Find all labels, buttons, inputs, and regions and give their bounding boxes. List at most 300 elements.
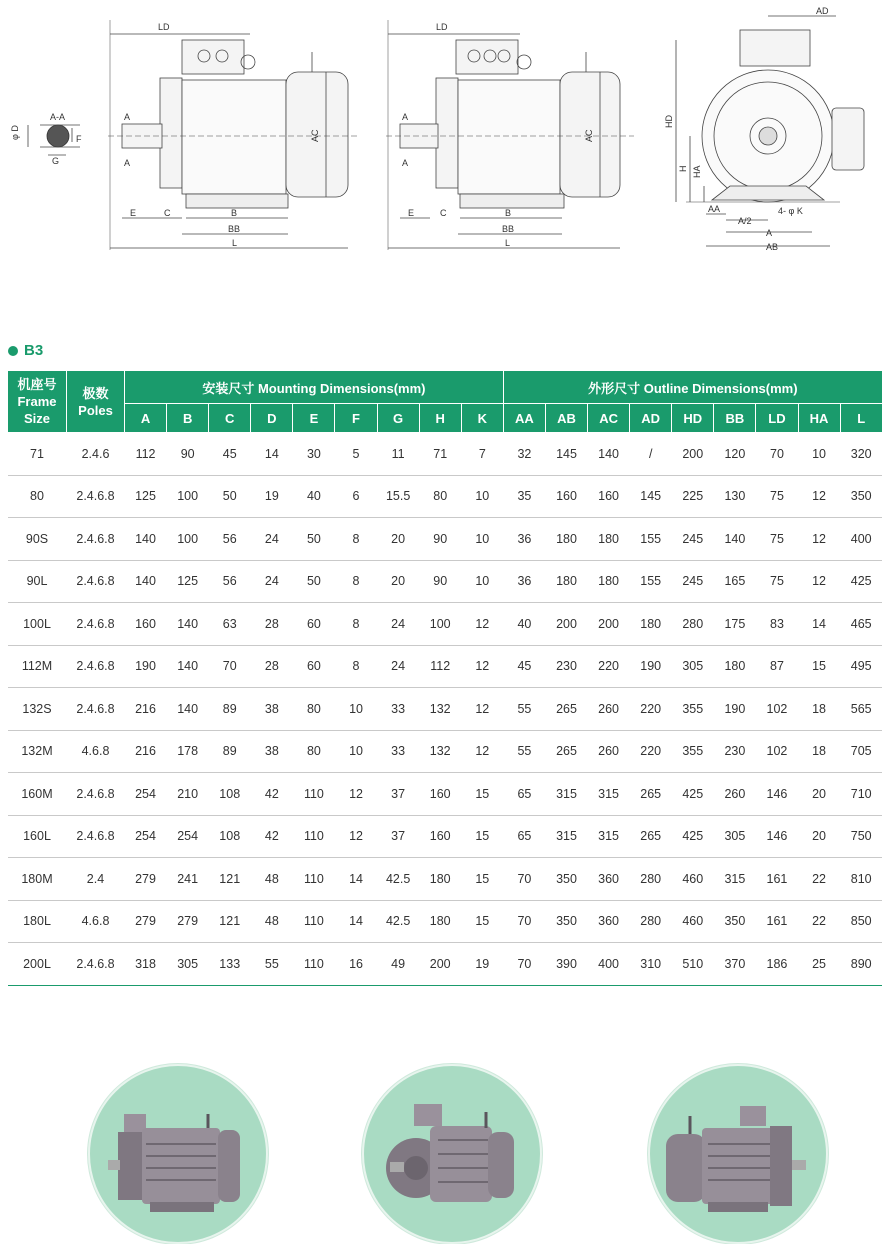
dimension-cell: 160 <box>419 773 461 816</box>
frame-size-cell: 180L <box>8 900 67 943</box>
poles-cell: 2.4.6.8 <box>67 603 125 646</box>
dimension-cell: 19 <box>461 943 503 986</box>
col-header-bb: BB <box>714 404 756 433</box>
dimension-cell: 10 <box>798 433 840 476</box>
poles-cell: 2.4.6.8 <box>67 475 125 518</box>
dimension-cell: 186 <box>756 943 798 986</box>
dimension-cell: 315 <box>545 773 587 816</box>
col-header-l: L <box>840 404 882 433</box>
end-label-ab: AB <box>766 242 779 252</box>
dimension-cell: 60 <box>293 603 335 646</box>
dimension-cell: 160 <box>588 475 630 518</box>
dimension-cell: 265 <box>545 688 587 731</box>
dimension-cell: 160 <box>419 815 461 858</box>
dimension-cell: 750 <box>840 815 882 858</box>
dimension-cell: 245 <box>672 560 714 603</box>
table-row <box>8 688 883 731</box>
dimension-cell: 25 <box>798 943 840 986</box>
dimension-cell: 90 <box>419 518 461 561</box>
table-header-row-1 <box>8 371 883 404</box>
dimension-cell: 140 <box>167 645 209 688</box>
motor-illustration <box>650 1066 826 1242</box>
dimension-cell: 190 <box>714 688 756 731</box>
dimension-cell: 108 <box>209 773 251 816</box>
dimension-cell: 12 <box>461 603 503 646</box>
poles-cell: 2.4.6.8 <box>67 518 125 561</box>
dimension-cell: 48 <box>251 858 293 901</box>
dimension-cell: 315 <box>588 815 630 858</box>
poles-cell: 2.4 <box>67 858 125 901</box>
dimension-cell: 155 <box>630 560 672 603</box>
dimension-cell: 102 <box>756 688 798 731</box>
v1-label-l: L <box>232 238 238 248</box>
v2-label-e: E <box>408 208 415 218</box>
dimension-cell: 155 <box>630 518 672 561</box>
v1-label-c: C <box>164 208 171 218</box>
v2-label-b: B <box>505 208 512 218</box>
dimension-cell: 108 <box>209 815 251 858</box>
dimension-cell: 50 <box>293 560 335 603</box>
poles-cell: 4.6.8 <box>67 900 125 943</box>
dimension-cell: / <box>630 433 672 476</box>
dimension-cell: 495 <box>840 645 882 688</box>
poles-cell: 2.4.6.8 <box>67 688 125 731</box>
dimension-cell: 89 <box>209 688 251 731</box>
dimension-cell: 216 <box>125 688 167 731</box>
dimension-cell: 190 <box>630 645 672 688</box>
dimension-cell: 132 <box>419 688 461 731</box>
dimension-cell: 75 <box>756 560 798 603</box>
dimension-cell: 180 <box>419 900 461 943</box>
end-label-aa: AA <box>708 204 721 214</box>
technical-drawings <box>0 0 890 270</box>
dimension-cell: 305 <box>714 815 756 858</box>
dimension-cell: 160 <box>545 475 587 518</box>
poles-cell: 2.4.6.8 <box>67 645 125 688</box>
dimension-cell: 125 <box>167 560 209 603</box>
col-header-g: G <box>377 404 419 433</box>
dimension-cell: 36 <box>503 560 545 603</box>
dimension-cell: 425 <box>840 560 882 603</box>
table-body <box>8 433 883 986</box>
dimension-cell: 355 <box>672 688 714 731</box>
table-header-row-2 <box>8 404 883 433</box>
dimension-cell: 140 <box>588 433 630 476</box>
dimension-cell: 60 <box>293 645 335 688</box>
section-heading <box>8 342 43 359</box>
dimension-cell: 310 <box>630 943 672 986</box>
dimension-cell: 120 <box>714 433 756 476</box>
header-frame-size: 机座号 Frame Size <box>8 371 67 433</box>
frame-size-cell: 180M <box>8 858 67 901</box>
dimension-cell: 20 <box>798 773 840 816</box>
table-row <box>8 475 883 518</box>
poles-cell: 2.4.6.8 <box>67 943 125 986</box>
end-label-ad: AD <box>816 6 829 16</box>
dimension-cell: 400 <box>588 943 630 986</box>
dimension-cell: 190 <box>125 645 167 688</box>
dimension-cell: 100 <box>167 475 209 518</box>
dimension-cell: 18 <box>798 688 840 731</box>
dimension-cell: 15 <box>461 858 503 901</box>
dimension-cell: 460 <box>672 858 714 901</box>
dimension-cell: 140 <box>125 518 167 561</box>
col-header-b: B <box>167 404 209 433</box>
v1-label-ld: LD <box>158 22 170 32</box>
dimension-cell: 10 <box>335 688 377 731</box>
dimension-cell: 7 <box>461 433 503 476</box>
col-header-ld: LD <box>756 404 798 433</box>
dimension-cell: 280 <box>630 900 672 943</box>
dimension-cell: 178 <box>167 730 209 773</box>
dimension-cell: 360 <box>588 900 630 943</box>
dimension-cell: 6 <box>335 475 377 518</box>
dimension-cell: 50 <box>209 475 251 518</box>
dimension-cell: 87 <box>756 645 798 688</box>
col-header-e: E <box>293 404 335 433</box>
dimension-cell: 20 <box>377 560 419 603</box>
frame-size-cell: 71 <box>8 433 67 476</box>
dimension-cell: 180 <box>714 645 756 688</box>
v2-label-bb: BB <box>502 224 515 234</box>
v1-label-ac: AC <box>310 129 320 142</box>
v2-label-ac: AC <box>584 129 594 142</box>
v1-label-bb: BB <box>228 224 241 234</box>
dimension-cell: 260 <box>714 773 756 816</box>
dimension-cell: 315 <box>714 858 756 901</box>
dimension-cell: 180 <box>630 603 672 646</box>
table-row <box>8 815 883 858</box>
dimension-cell: 42.5 <box>377 858 419 901</box>
dimension-cell: 245 <box>672 518 714 561</box>
dimension-cell: 33 <box>377 688 419 731</box>
dimension-cell: 460 <box>672 900 714 943</box>
dimension-cell: 14 <box>798 603 840 646</box>
table-row <box>8 560 883 603</box>
dimension-cell: 42 <box>251 815 293 858</box>
dimension-cell: 65 <box>503 773 545 816</box>
dimension-cell: 315 <box>545 815 587 858</box>
end-label-hd: HD <box>664 115 674 128</box>
dimension-cell: 38 <box>251 730 293 773</box>
dimension-cell: 80 <box>293 688 335 731</box>
dimension-cell: 15 <box>461 900 503 943</box>
col-header-ac: AC <box>588 404 630 433</box>
dimension-cell: 254 <box>125 815 167 858</box>
dimension-cell: 180 <box>419 858 461 901</box>
dimension-cell: 260 <box>588 688 630 731</box>
col-header-ad: AD <box>630 404 672 433</box>
dimension-cell: 8 <box>335 560 377 603</box>
dimension-cell: 146 <box>756 773 798 816</box>
dimension-cell: 28 <box>251 603 293 646</box>
dimension-cell: 565 <box>840 688 882 731</box>
dimension-cell: 30 <box>293 433 335 476</box>
v1-label-a-top: A <box>124 112 131 122</box>
end-label-h: H <box>678 165 688 172</box>
dimension-cell: 390 <box>545 943 587 986</box>
label-phi-d: φ D <box>10 125 20 140</box>
dimension-cell: 83 <box>756 603 798 646</box>
poles-cell: 4.6.8 <box>67 730 125 773</box>
dimension-cell: 37 <box>377 815 419 858</box>
label-f: F <box>76 134 82 144</box>
dimension-cell: 12 <box>798 518 840 561</box>
dimension-cell: 70 <box>503 943 545 986</box>
dimension-cell: 265 <box>630 773 672 816</box>
dimension-cell: 465 <box>840 603 882 646</box>
dimension-cell: 180 <box>588 518 630 561</box>
dimension-cell: 42 <box>251 773 293 816</box>
dimension-cell: 24 <box>251 560 293 603</box>
dimension-cell: 241 <box>167 858 209 901</box>
dimension-cell: 70 <box>756 433 798 476</box>
frame-size-cell: 132S <box>8 688 67 731</box>
col-header-hd: HD <box>672 404 714 433</box>
dimension-cell: 49 <box>377 943 419 986</box>
dimension-cell: 20 <box>798 815 840 858</box>
table-row <box>8 943 883 986</box>
dimension-cell: 145 <box>545 433 587 476</box>
dimension-cell: 160 <box>125 603 167 646</box>
table-row <box>8 603 883 646</box>
dimension-cell: 279 <box>125 858 167 901</box>
dimension-cell: 161 <box>756 900 798 943</box>
section-title: B3 <box>24 342 44 359</box>
dimension-cell: 140 <box>125 560 167 603</box>
dimension-cell: 14 <box>251 433 293 476</box>
col-header-ab: AB <box>545 404 587 433</box>
dimension-cell: 225 <box>672 475 714 518</box>
dimension-cell: 425 <box>672 773 714 816</box>
dimension-cell: 890 <box>840 943 882 986</box>
col-header-aa: AA <box>503 404 545 433</box>
table-row <box>8 858 883 901</box>
header-outline-dimensions: 外形尺寸 Outline Dimensions(mm) <box>503 371 882 404</box>
dimension-cell: 265 <box>545 730 587 773</box>
dimension-cell: 71 <box>419 433 461 476</box>
dimension-cell: 145 <box>630 475 672 518</box>
dimension-cell: 180 <box>588 560 630 603</box>
dimension-cell: 425 <box>672 815 714 858</box>
dimension-cell: 45 <box>503 645 545 688</box>
dimension-cell: 28 <box>251 645 293 688</box>
dimension-cell: 12 <box>798 560 840 603</box>
dimension-cell: 55 <box>503 688 545 731</box>
dimension-cell: 12 <box>335 815 377 858</box>
dimension-cell: 14 <box>335 900 377 943</box>
frame-size-cell: 90S <box>8 518 67 561</box>
dimension-cell: 12 <box>335 773 377 816</box>
dimension-cell: 254 <box>125 773 167 816</box>
dimension-cell: 305 <box>672 645 714 688</box>
dimension-cell: 20 <box>377 518 419 561</box>
dimension-cell: 40 <box>503 603 545 646</box>
dimension-cell: 8 <box>335 645 377 688</box>
dimension-cell: 370 <box>714 943 756 986</box>
header-mounting-dimensions: 安装尺寸 Mounting Dimensions(mm) <box>125 371 504 404</box>
dimension-cell: 70 <box>503 858 545 901</box>
dimension-cell: 8 <box>335 603 377 646</box>
dimension-cell: 180 <box>545 560 587 603</box>
dimension-cell: 89 <box>209 730 251 773</box>
dimension-cell: 70 <box>209 645 251 688</box>
dimension-cell: 260 <box>588 730 630 773</box>
dimensions-table <box>7 370 883 986</box>
dimension-cell: 10 <box>335 730 377 773</box>
dimension-cell: 810 <box>840 858 882 901</box>
dimension-cell: 140 <box>714 518 756 561</box>
dimension-cell: 35 <box>503 475 545 518</box>
dimension-cell: 110 <box>293 943 335 986</box>
dimension-cell: 121 <box>209 900 251 943</box>
dimension-cell: 56 <box>209 518 251 561</box>
dimension-cell: 32 <box>503 433 545 476</box>
dimension-cell: 50 <box>293 518 335 561</box>
dimension-cell: 75 <box>756 475 798 518</box>
dimension-cell: 24 <box>377 603 419 646</box>
dimension-cell: 140 <box>167 688 209 731</box>
dimension-cell: 110 <box>293 815 335 858</box>
dimension-cell: 216 <box>125 730 167 773</box>
dimension-cell: 510 <box>672 943 714 986</box>
dimension-cell: 112 <box>125 433 167 476</box>
dimension-cell: 318 <box>125 943 167 986</box>
product-photos <box>0 1060 890 1244</box>
dimension-cell: 45 <box>209 433 251 476</box>
dimension-cell: 38 <box>251 688 293 731</box>
dimension-cell: 19 <box>251 475 293 518</box>
frame-size-cell: 200L <box>8 943 67 986</box>
dimension-cell: 320 <box>840 433 882 476</box>
dimension-cell: 133 <box>209 943 251 986</box>
dimension-cell: 121 <box>209 858 251 901</box>
dimension-cell: 12 <box>461 688 503 731</box>
dimension-cell: 230 <box>714 730 756 773</box>
dimension-cell: 36 <box>503 518 545 561</box>
dimension-cell: 360 <box>588 858 630 901</box>
dimension-cell: 112 <box>419 645 461 688</box>
dimension-cell: 80 <box>419 475 461 518</box>
dimension-cell: 102 <box>756 730 798 773</box>
frame-size-cell: 100L <box>8 603 67 646</box>
end-label-ha: HA <box>692 165 702 178</box>
frame-size-cell: 160L <box>8 815 67 858</box>
dimension-cell: 280 <box>630 858 672 901</box>
dimension-cell: 220 <box>630 688 672 731</box>
dimension-cell: 200 <box>545 603 587 646</box>
dimension-cell: 12 <box>798 475 840 518</box>
col-header-h: H <box>419 404 461 433</box>
dimension-cell: 200 <box>588 603 630 646</box>
col-header-ha: HA <box>798 404 840 433</box>
table-row <box>8 645 883 688</box>
dimension-cell: 140 <box>167 603 209 646</box>
dimension-cell: 14 <box>335 858 377 901</box>
dimension-cell: 12 <box>461 730 503 773</box>
dimension-cell: 15.5 <box>377 475 419 518</box>
dimension-cell: 125 <box>125 475 167 518</box>
dimension-cell: 80 <box>293 730 335 773</box>
frame-size-cell: 160M <box>8 773 67 816</box>
dimension-cell: 48 <box>251 900 293 943</box>
table-row <box>8 518 883 561</box>
v2-label-c: C <box>440 208 447 218</box>
poles-cell: 2.4.6.8 <box>67 773 125 816</box>
dimension-cell: 710 <box>840 773 882 816</box>
dimension-cell: 280 <box>672 603 714 646</box>
label-section-aa: A-A <box>50 112 66 122</box>
dimension-cell: 132 <box>419 730 461 773</box>
motor-photo-1 <box>88 1064 268 1244</box>
end-label-a: A <box>766 228 773 238</box>
col-header-a: A <box>125 404 167 433</box>
frame-size-cell: 90L <box>8 560 67 603</box>
bullet-icon <box>8 346 18 356</box>
dimension-cell: 230 <box>545 645 587 688</box>
dimension-cell: 175 <box>714 603 756 646</box>
frame-size-cell: 112M <box>8 645 67 688</box>
v1-label-b: B <box>231 208 238 218</box>
v2-label-ld: LD <box>436 22 448 32</box>
label-g: G <box>52 156 60 166</box>
dimension-cell: 265 <box>630 815 672 858</box>
poles-cell: 2.4.6 <box>67 433 125 476</box>
dimension-cell: 56 <box>209 560 251 603</box>
dimension-cell: 33 <box>377 730 419 773</box>
dimension-cell: 10 <box>461 475 503 518</box>
dimension-cell: 200 <box>672 433 714 476</box>
poles-cell: 2.4.6.8 <box>67 815 125 858</box>
dimension-cell: 12 <box>461 645 503 688</box>
col-header-d: D <box>251 404 293 433</box>
dimension-cell: 70 <box>503 900 545 943</box>
dimension-cell: 200 <box>419 943 461 986</box>
dimension-cell: 705 <box>840 730 882 773</box>
dimension-cell: 146 <box>756 815 798 858</box>
dimension-cell: 18 <box>798 730 840 773</box>
frame-size-cell: 132M <box>8 730 67 773</box>
dimension-cell: 11 <box>377 433 419 476</box>
poles-cell: 2.4.6.8 <box>67 560 125 603</box>
dimension-cell: 220 <box>630 730 672 773</box>
end-label-a-half: A/2 <box>738 216 752 226</box>
dimension-cell: 10 <box>461 518 503 561</box>
dimension-cell: 161 <box>756 858 798 901</box>
dimension-cell: 315 <box>588 773 630 816</box>
col-header-k: K <box>461 404 503 433</box>
dimension-cell: 22 <box>798 858 840 901</box>
table-row <box>8 730 883 773</box>
frame-size-cell: 80 <box>8 475 67 518</box>
dimension-cell: 305 <box>167 943 209 986</box>
dimension-cell: 90 <box>167 433 209 476</box>
dimension-cell: 355 <box>672 730 714 773</box>
col-header-f: F <box>335 404 377 433</box>
dimension-cell: 90 <box>419 560 461 603</box>
table-row <box>8 900 883 943</box>
header-poles: 极数 Poles <box>67 371 125 433</box>
v1-label-a-bottom: A <box>124 158 131 168</box>
table-row <box>8 773 883 816</box>
dimension-cell: 37 <box>377 773 419 816</box>
v2-label-a-bottom: A <box>402 158 409 168</box>
dimension-cell: 254 <box>167 815 209 858</box>
dimension-cell: 40 <box>293 475 335 518</box>
motor-photo-3 <box>648 1064 828 1244</box>
dimension-cell: 42.5 <box>377 900 419 943</box>
dimension-cell: 110 <box>293 900 335 943</box>
